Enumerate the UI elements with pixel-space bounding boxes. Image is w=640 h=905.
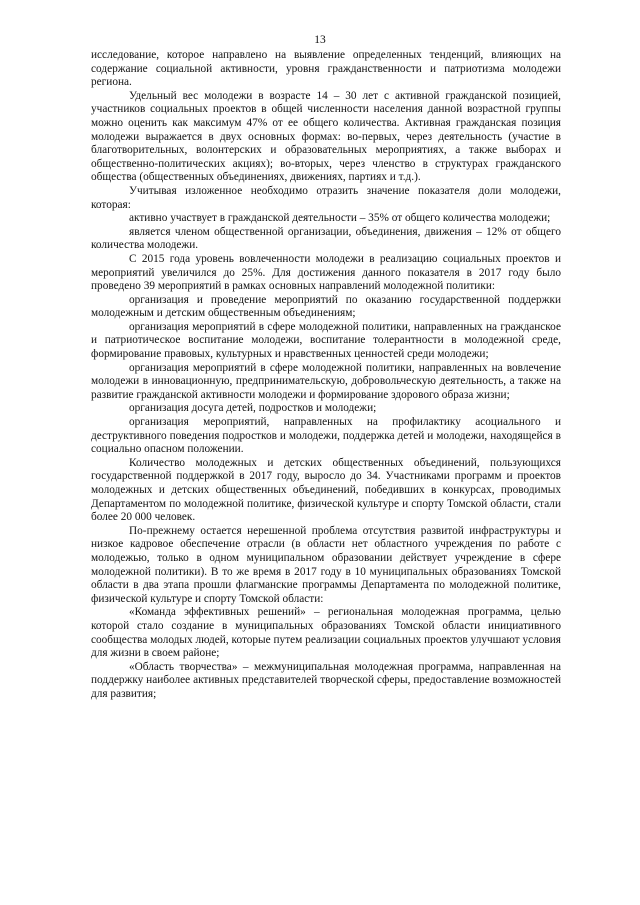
list-item-state-support: организация и проведение мероприятий по оказанию государственной поддержки молодежным и детским общественным объединениям;: [91, 293, 561, 320]
body-text: [91, 49, 561, 702]
list-item-innovation: организация мероприятий в сфере молодежной политики, направленных на вовлечение молодежи в инновационную, предпринимательскую, добровольческую деятельность, а также на развитие гражданской активности молодежи и формирование здорового образа жизни;: [91, 361, 561, 401]
list-item-program-effective-solutions: «Команда эффективных решений» – региональная молодежная программа, целью которой стало создание в муниципальных образованиях Томской области инициативного сообщества молодых людей, которые путем реализации социальных проектов улучшают условия для жизни в своем районе;: [91, 606, 561, 660]
paragraph-youth-share: Удельный вес молодежи в возрасте 14 – 30 лет с активной гражданской позицией, участников социальных проектов в общей численности населения данной возрастной группы можно оценить как максимум 47% от ее общего количества. Активная гражданская позиция молодежи выражается в двух основных формах: во-первых, через деятельность (участие в благотворительных, волонтерских и образовательных мероприятиях, а также выборах и общественно-политических акциях); во-вторых, через членство в структурах гражданского общества (общественных объединениях, движениях, партиях и т.д.).: [91, 89, 561, 184]
list-item-leisure: организация досуга детей, подростков и молодежи;: [129, 402, 377, 415]
paragraph-indicator-intro: Учитывая изложенное необходимо отразить значение показателя доли молодежи, которая:: [91, 184, 561, 211]
list-item-program-creativity: «Область творчества» – межмуниципальная молодежная программа, направленная на поддержку наиболее активных представителей творческой сферы, предоставление возможностей для развития;: [91, 660, 561, 700]
paragraph-infrastructure-problem: По-прежнему остается нерешенной проблема отсутствия развитой инфраструктуры и низкое кадровое обеспечение отрасли (в области нет областного учреждения по работе с молодежью, только в одном муниципальном образовании действует учреждение в сфере молодежной политики). В то же время в 2017 году в 10 муниципальных образованиях Томской области в два этапа прошли флагманские программы Департамента по молодежной политике, физической культуре и спорту Томской области:: [91, 524, 561, 605]
list-item-membership: является членом общественной организации, объединения, движения – 12% от общего количества молодежи.: [91, 225, 561, 252]
paragraph-continuation: исследование, которое направлено на выявление определенных тенденций, влияющих на содержание социальной активности, уровня гражданственности и патриотизма молодежи региона.: [91, 49, 561, 89]
paragraph-associations-count: Количество молодежных и детских общественных объединений, пользующихся государственной поддержкой в 2017 году, выросло до 34. Участниками программ и проектов молодежных и детских общественных объединений, победивших в конкурсах, проводимых Департаментом по молодежной политике, физической культуре и спорту Томской области, стали более 20 000 человек.: [91, 456, 561, 524]
list-item-patriotic-education: организация мероприятий в сфере молодежной политики, направленных на гражданское и патриотическое воспитание молодежи, воспитание толерантности в молодежной среде, формирование правовых, культурных и нравственных ценностей среди молодежи;: [91, 320, 561, 361]
page-number: 13: [314, 34, 326, 46]
list-item-prevention: организация мероприятий, направленных на профилактику асоциального и деструктивного поведения подростков и молодежи, поддержка детей и молодежи, находящейся в социально опасном положении.: [91, 416, 561, 456]
list-item-civic-activity: активно участвует в гражданской деятельности – 35% от общего количества молодежи;: [129, 212, 551, 225]
paragraph-involvement-2015: С 2015 года уровень вовлеченности молодежи в реализацию социальных проектов и мероприятий увеличился до 25%. Для достижения данного показателя в 2017 году было проведено 39 мероприятий в рамках основных направлений молодежной политики:: [91, 252, 561, 293]
